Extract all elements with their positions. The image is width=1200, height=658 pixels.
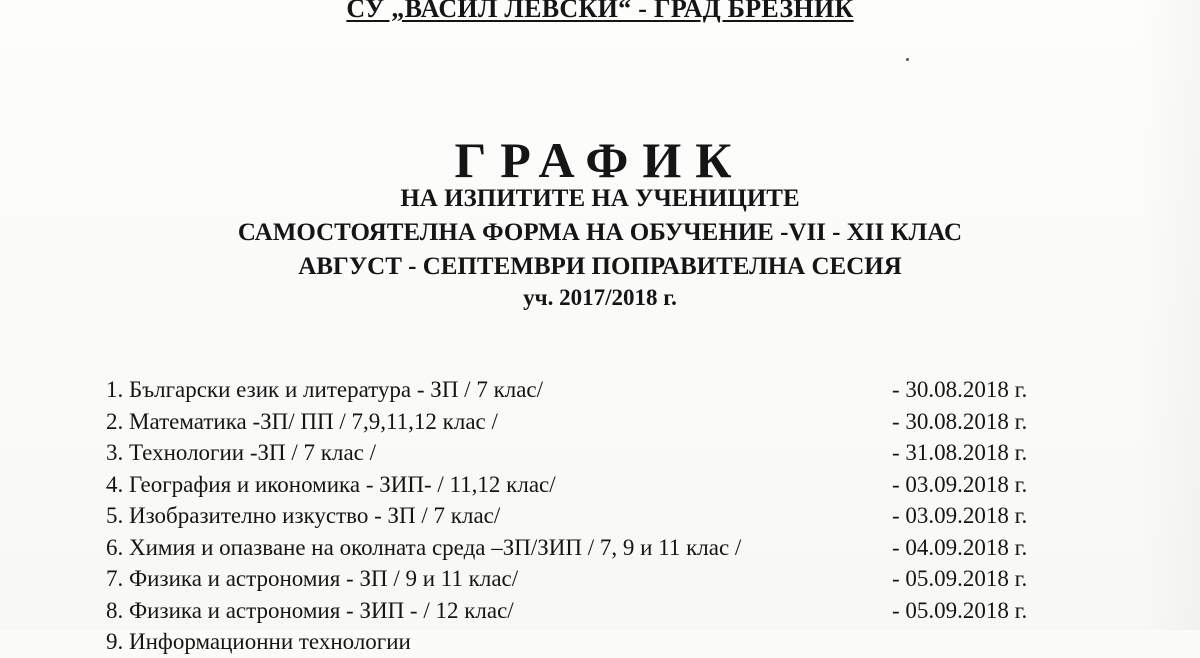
subtitle-exams: НА ИЗПИТИТЕ НА УЧЕНИЦИТЕ [400, 185, 800, 212]
exam-date: - 04.09.2018 г. [892, 534, 1028, 560]
scan-speck [906, 58, 909, 61]
exam-schedule-list [106, 374, 1066, 658]
exam-subject: Изобразително изкуство - ЗП / 7 клас/ [129, 503, 501, 528]
school-header: СУ „ВАСИЛ ЛЕВСКИ“ - ГРАД БРЕЗНИК [346, 0, 854, 23]
item-number: 8. [106, 597, 124, 623]
list-item [106, 374, 1066, 406]
exam-subject: Информационни технологии [129, 629, 411, 654]
item-number: 9. [106, 629, 124, 654]
exam-date: - 03.09.2018 г. [892, 503, 1028, 528]
exam-date: - 30.08.2018 г. [892, 377, 1028, 402]
list-item [106, 406, 1066, 438]
list-item [106, 595, 1066, 627]
list-item [106, 500, 1066, 532]
exam-date: - 03.09.2018 г. [892, 471, 1028, 497]
list-item [106, 626, 1066, 658]
item-number: 7. [106, 566, 124, 591]
exam-date: - 30.08.2018 г. [892, 408, 1028, 434]
scan-edge-shadow [1140, 0, 1200, 630]
list-item [106, 563, 1066, 595]
exam-subject: Физика и астрономия - ЗИП - / 12 клас/ [129, 597, 514, 623]
subtitle-school-year: уч. 2017/2018 г. [523, 285, 677, 310]
subtitle-form: САМОСТОЯТЕЛНА ФОРМА НА ОБУЧЕНИЕ -VII - XII КЛАС [237, 219, 963, 246]
exam-date: - 05.09.2018 г. [892, 566, 1028, 591]
exam-subject: Химия и опазване на околната среда –ЗП/ЗИП / 7, 9 и 11 клас / [129, 534, 742, 560]
exam-subject: Български език и литература - ЗП / 7 клас/ [129, 377, 544, 402]
item-number: 5. [106, 503, 124, 528]
item-number: 3. [106, 440, 124, 465]
exam-subject: Технологии -ЗП / 7 клас / [129, 440, 377, 465]
item-number: 1. [106, 377, 124, 402]
exam-subject: Математика -ЗП/ ПП / 7,9,11,12 клас / [129, 408, 498, 434]
list-item [106, 469, 1066, 501]
subtitle-session: АВГУСТ - СЕПТЕМВРИ ПОПРАВИТЕЛНА СЕСИЯ [298, 253, 902, 280]
item-number: 2. [106, 408, 124, 434]
exam-date: - 31.08.2018 г. [892, 440, 1028, 465]
exam-date: - 05.09.2018 г. [892, 597, 1028, 623]
exam-subject: География и икономика - ЗИП- / 11,12 клас/ [129, 471, 556, 497]
document-title: ГРАФИК [454, 132, 746, 188]
exam-subject: Физика и астрономия - ЗП / 9 и 11 клас/ [129, 566, 519, 591]
list-item [106, 437, 1066, 469]
item-number: 4. [106, 471, 124, 497]
item-number: 6. [106, 534, 124, 560]
list-item [106, 532, 1066, 564]
